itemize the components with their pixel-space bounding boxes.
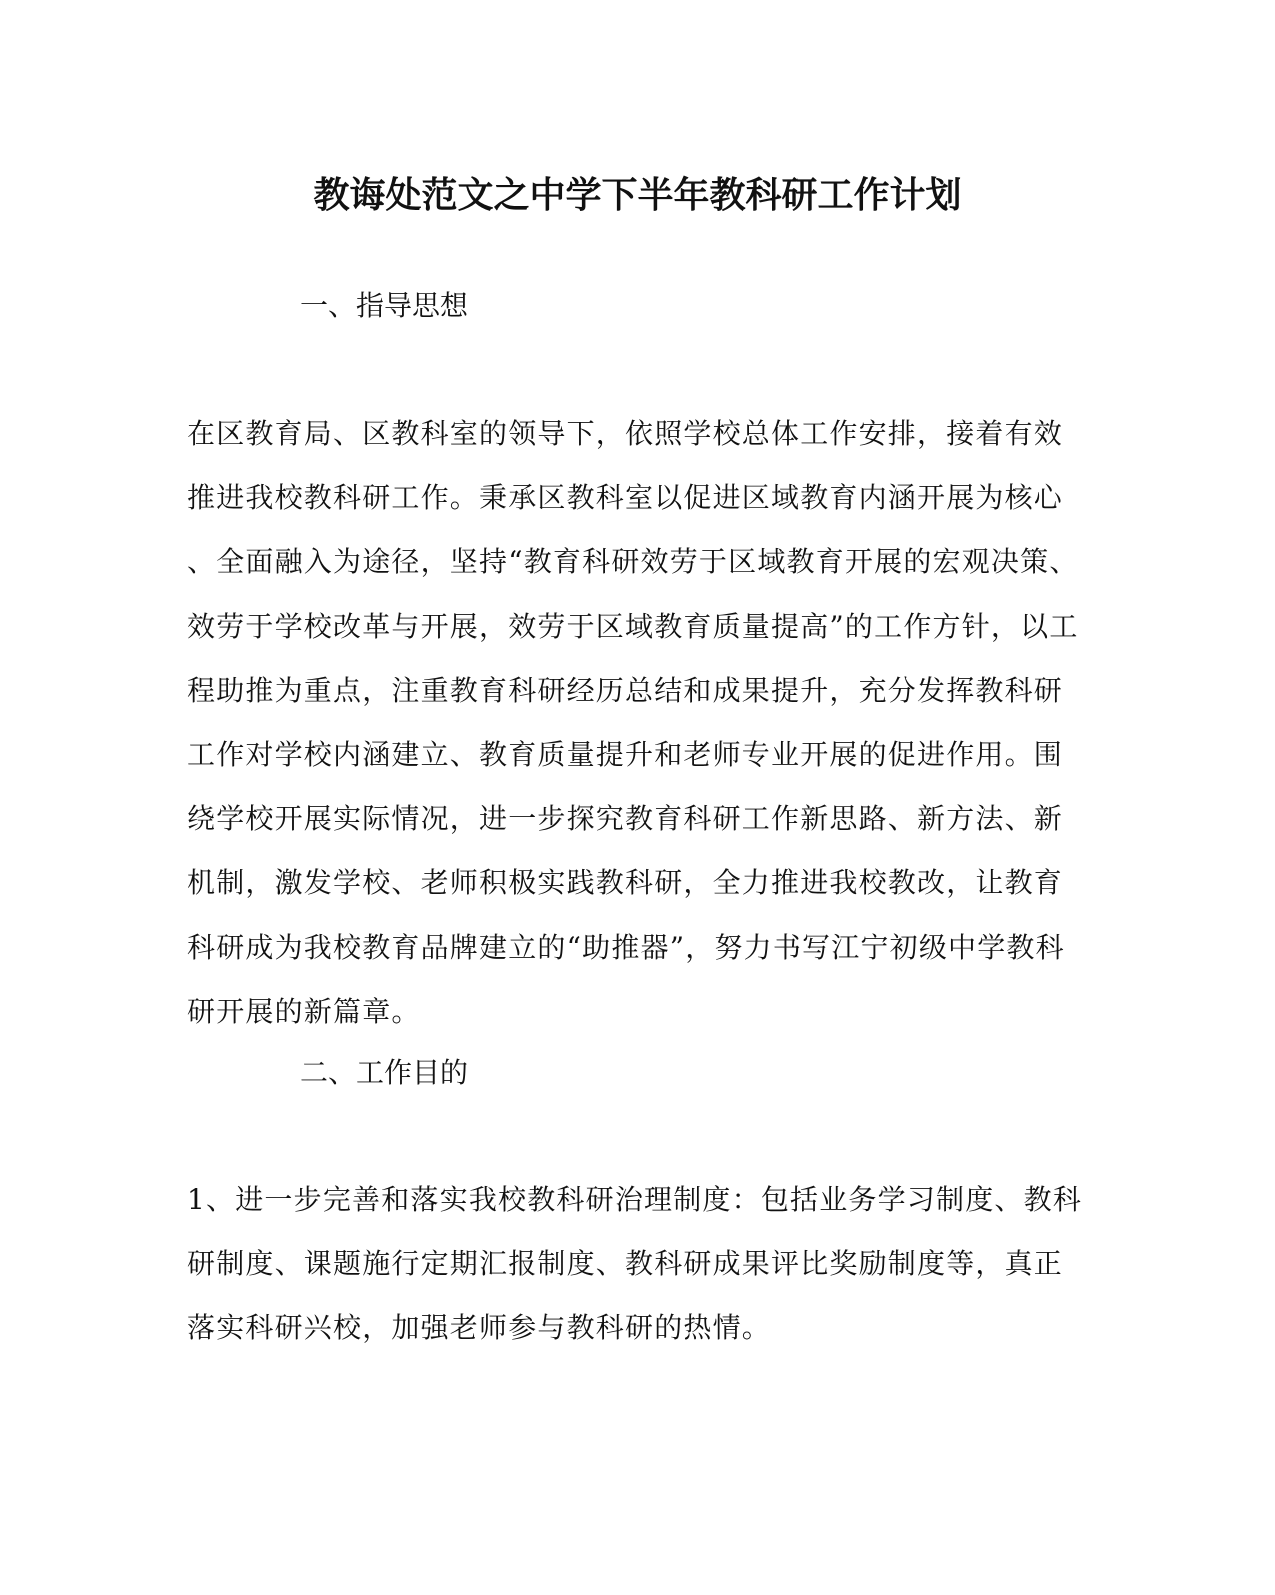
paragraph-line: 落实科研兴校，加强老师参与教科研的热情。 (187, 1311, 772, 1345)
paragraph-line: 机制，激发学校、老师积极实践教科研，全力推进我校教改，让教育 (187, 866, 1064, 900)
paragraph-line: 效劳于学校改革与开展，效劳于区域教育质量提高”的工作方针，以工 (187, 609, 1079, 643)
paragraph-line: 程助推为重点，注重教育科研经历总结和成果提升，充分发挥教科研 (187, 673, 1064, 707)
document-title: 教诲处范文之中学下半年教科研工作计划 (313, 174, 962, 216)
paragraph-line: 绕学校开展实际情况，进一步探究教育科研工作新思路、新方法、新 (187, 802, 1064, 836)
paragraph-line: 研开展的新篇章。 (187, 994, 421, 1028)
paragraph-line: 1、进一步完善和落实我校教科研治理制度：包括业务学习制度、教科 (187, 1183, 1083, 1216)
paragraph-line: 推进我校教科研工作。秉承区教科室以促进区域教育内涵开展为核心 (187, 481, 1064, 515)
paragraph-line: 研制度、课题施行定期汇报制度、教科研成果评比奖励制度等，真正 (187, 1247, 1064, 1281)
section-heading-work-goals: 二、工作目的 (300, 1056, 469, 1089)
section-heading-guiding-ideology: 一、指导思想 (300, 289, 469, 322)
paragraph-line: 在区教育局、区教科室的领导下，依照学校总体工作安排，接着有效 (187, 417, 1064, 450)
paragraph-guiding-ideology (187, 402, 1079, 1044)
paragraph-line: 科研成为我校教育品牌建立的“助推器”，努力书写江宁初级中学教科 (187, 930, 1065, 964)
paragraph-line: 工作对学校内涵建立、教育质量提升和老师专业开展的促进作用。围 (187, 738, 1064, 772)
paragraph-line: 、全面融入为途径，坚持“教育科研效劳于区域教育开展的宏观决策、 (187, 545, 1079, 579)
paragraph-work-goals (187, 1168, 1083, 1361)
